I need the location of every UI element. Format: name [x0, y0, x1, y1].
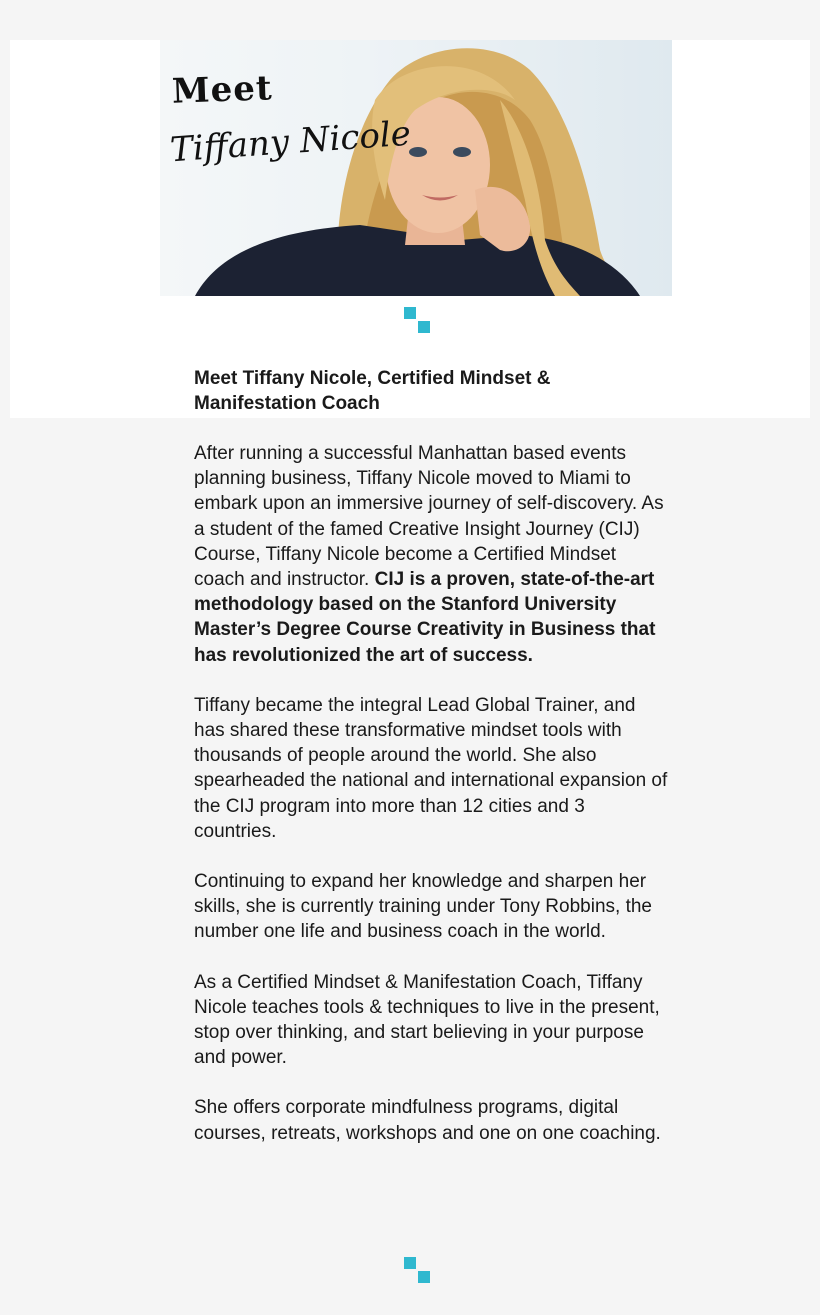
paragraph-2: Tiffany became the integral Lead Global Trainer, and has shared these transformative mindset tools with thousands of people around the world. She also spearheaded the national and international expansion of the CIJ program into more than 12 cities and 3 countries. — [194, 694, 668, 842]
divider-pixel-icon — [404, 1257, 431, 1284]
article-body — [194, 441, 670, 1171]
hero-image — [160, 40, 672, 296]
article-heading: Meet Tiffany Nicole, Certified Mindset & Manifestation Coach — [194, 368, 551, 414]
paragraph-1-intro: After running a successful Manhattan based events planning business, Tiffany Nicole moved to Miami to embark upon an immersive journey of self-discovery. As a student of the famed Creative Insight Journey (CIJ) Course, Tiffany Nicole become a Certified Mindset coach and instructor. — [194, 443, 664, 591]
paragraph-5: She offers corporate mindfulness programs, digital courses, retreats, workshops and one on one coaching. — [194, 1097, 661, 1144]
name-signature-text: Tiffany Nicole — [168, 113, 413, 171]
paragraph-1 — [194, 441, 670, 668]
paragraph-4: As a Certified Mindset & Manifestation Coach, Tiffany Nicole teaches tools & techniques to live in the present, stop over thinking, and start believing in your purpose and power. — [194, 971, 660, 1069]
paragraph-1-highlight: CIJ is a proven, state-of-the-art methodology based on the Stanford University Master’s Degree Course Creativity in Business that has revolutionized the art of success. — [194, 569, 656, 666]
divider-pixel-icon — [404, 307, 431, 334]
paragraph-3: Continuing to expand her knowledge and sharpen her skills, she is currently training under Tony Robbins, the number one life and business coach in the world. — [194, 871, 652, 943]
meet-script-text: Meet — [171, 68, 274, 112]
